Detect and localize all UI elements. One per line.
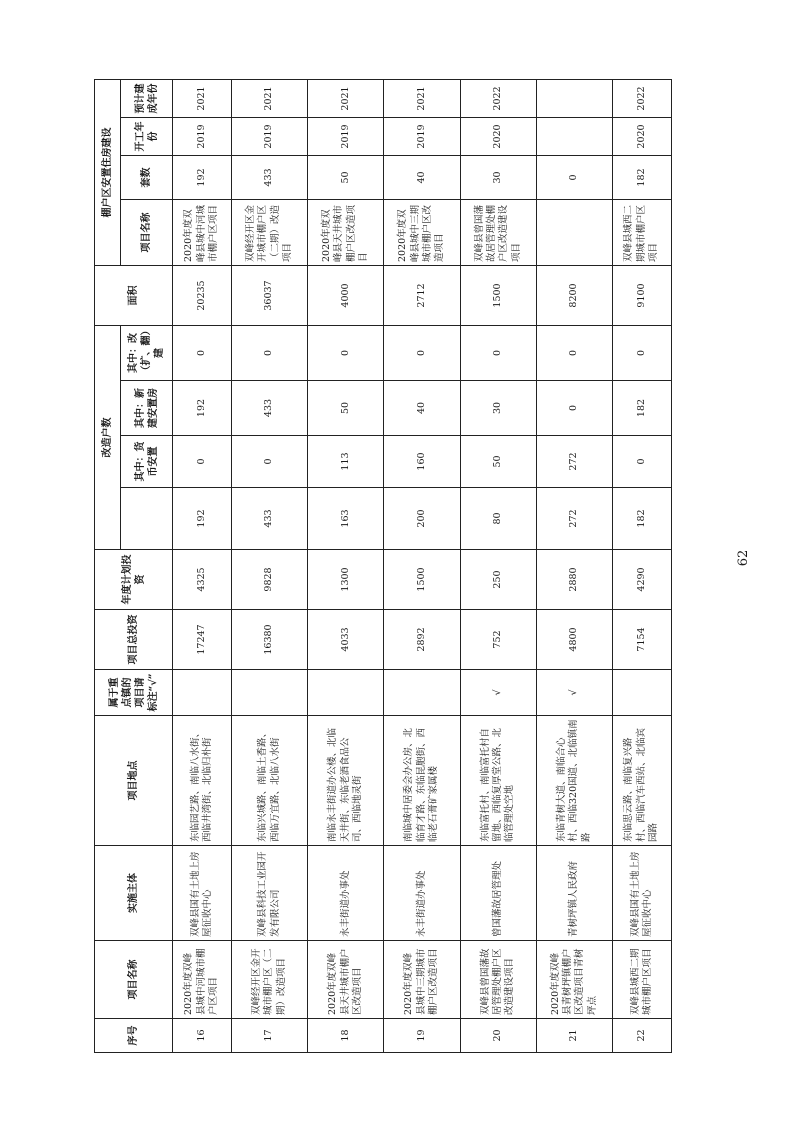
cell-start: 2019 bbox=[231, 118, 307, 156]
cell-implementer: 双峰县国有土地上房屋征收中心 bbox=[173, 846, 232, 941]
cell-cash: 0 bbox=[231, 436, 307, 488]
cell-total-investment: 16380 bbox=[231, 610, 307, 670]
cell-new: 30 bbox=[460, 381, 536, 436]
cell-implementer: 永丰街道办事处 bbox=[308, 846, 384, 941]
cell-annual-investment: 4325 bbox=[173, 550, 232, 610]
cell-cash: 160 bbox=[384, 436, 460, 488]
cell-households: 182 bbox=[613, 488, 672, 550]
header-key-town: 属于重点镇的项目请标注“√” bbox=[95, 670, 173, 716]
cell-seq: 20 bbox=[460, 1019, 536, 1053]
cell-units: 182 bbox=[613, 156, 672, 200]
cell-units: 0 bbox=[536, 156, 612, 200]
cell-households: 163 bbox=[308, 488, 384, 550]
table-row bbox=[536, 80, 612, 1053]
cell-location: 南临城中居委会办公房、北临育才路、东临昆胞街、西临老石膏矿家属楼 bbox=[384, 716, 460, 846]
cell-location: 东临园艺路、南临八水街、西临井湾街、北临归朴街 bbox=[173, 716, 232, 846]
cell-total-investment: 7154 bbox=[613, 610, 672, 670]
rotated-table-container bbox=[94, 80, 672, 1053]
table-row bbox=[460, 80, 536, 1053]
cell-complete: 2022 bbox=[460, 80, 536, 118]
cell-complete: 2021 bbox=[173, 80, 232, 118]
cell-start: 2020 bbox=[460, 118, 536, 156]
cell-start bbox=[536, 118, 612, 156]
cell-res-name: 双峰县城西二期城市棚户区项目 bbox=[613, 200, 672, 266]
header-implementer: 实施主体 bbox=[95, 846, 173, 941]
cell-households: 200 bbox=[384, 488, 460, 550]
cell-new: 50 bbox=[308, 381, 384, 436]
header-res-project-name: 项目名称 bbox=[121, 200, 173, 266]
cell-location: 南临永丰街道办公楼、北临天井街、东临老酒食品公司、西临地灵街 bbox=[308, 716, 384, 846]
cell-households: 80 bbox=[460, 488, 536, 550]
cell-location: 东临思云路、南临复兴路村、西临汽车西站、北临宾园路 bbox=[613, 716, 672, 846]
cell-annual-investment: 250 bbox=[460, 550, 536, 610]
cell-seq: 17 bbox=[231, 1019, 307, 1053]
cell-rebuild: 0 bbox=[613, 326, 672, 381]
cell-new: 433 bbox=[231, 381, 307, 436]
table-row bbox=[173, 80, 232, 1053]
cell-project-name: 双峰县曾国藩故居管理处棚户区改造建设项目 bbox=[460, 941, 536, 1019]
cell-new: 0 bbox=[536, 381, 612, 436]
cell-start: 2019 bbox=[384, 118, 460, 156]
header-resettlement-group: 棚户区安置住房建设 bbox=[95, 80, 121, 266]
cell-annual-investment: 9828 bbox=[231, 550, 307, 610]
cell-total-investment: 752 bbox=[460, 610, 536, 670]
header-project-name: 项目名称 bbox=[95, 941, 173, 1019]
cell-rebuild: 0 bbox=[308, 326, 384, 381]
page-number: 62 bbox=[736, 549, 751, 567]
cell-cash: 272 bbox=[536, 436, 612, 488]
header-cash-resettlement: 其中：货币安置 bbox=[121, 436, 173, 488]
cell-area: 20235 bbox=[173, 266, 232, 326]
cell-households: 192 bbox=[173, 488, 232, 550]
cell-key-town bbox=[173, 670, 232, 716]
cell-res-name: 2020年度双峰县城中河城市棚户区项目 bbox=[173, 200, 232, 266]
cell-project-name: 2020年度双峰县天井城市棚户区改造项目 bbox=[308, 941, 384, 1019]
cell-seq: 18 bbox=[308, 1019, 384, 1053]
header-rebuild: 其中：改（扩、翻）建 bbox=[121, 326, 173, 381]
cell-key-town bbox=[308, 670, 384, 716]
cell-implementer: 曾国藩故居管理处 bbox=[460, 846, 536, 941]
header-new-housing: 其中：新建安置房 bbox=[121, 381, 173, 436]
cell-units: 50 bbox=[308, 156, 384, 200]
cell-annual-investment: 1500 bbox=[384, 550, 460, 610]
cell-seq: 16 bbox=[173, 1019, 232, 1053]
cell-seq: 19 bbox=[384, 1019, 460, 1053]
cell-cash: 50 bbox=[460, 436, 536, 488]
cell-total-investment: 4033 bbox=[308, 610, 384, 670]
header-annual-investment: 年度计划投资 bbox=[95, 550, 173, 610]
project-table bbox=[94, 79, 672, 1053]
cell-complete: 2021 bbox=[231, 80, 307, 118]
cell-area: 4000 bbox=[308, 266, 384, 326]
cell-project-name: 2020年度双峰县青树坪镇棚户区改造项目青树坪点 bbox=[536, 941, 612, 1019]
cell-seq: 21 bbox=[536, 1019, 612, 1053]
table-body bbox=[173, 80, 672, 1053]
cell-annual-investment: 2880 bbox=[536, 550, 612, 610]
header-seq: 序号 bbox=[95, 1019, 173, 1053]
table-row bbox=[231, 80, 307, 1053]
cell-households: 433 bbox=[231, 488, 307, 550]
cell-area: 36037 bbox=[231, 266, 307, 326]
header-area: 面积 bbox=[95, 266, 173, 326]
cell-project-name: 2020年度双峰县城中河城市棚户区项目 bbox=[173, 941, 232, 1019]
cell-location: 东临富托村、南临富托村自留地、西临复厚堂公路、北临管理处空地 bbox=[460, 716, 536, 846]
cell-new: 182 bbox=[613, 381, 672, 436]
cell-implementer: 双峰县科技工业园开发有限公司 bbox=[231, 846, 307, 941]
cell-area: 1500 bbox=[460, 266, 536, 326]
cell-complete: 2021 bbox=[384, 80, 460, 118]
cell-key-town: √ bbox=[536, 670, 612, 716]
cell-total-investment: 17247 bbox=[173, 610, 232, 670]
cell-key-town bbox=[231, 670, 307, 716]
cell-rebuild: 0 bbox=[384, 326, 460, 381]
header-households-total-blank bbox=[121, 488, 173, 550]
cell-units: 192 bbox=[173, 156, 232, 200]
cell-res-name bbox=[536, 200, 612, 266]
cell-rebuild: 0 bbox=[231, 326, 307, 381]
cell-project-name: 双峰县城西二期城市棚户区项目 bbox=[613, 941, 672, 1019]
cell-location: 东临青树大道、南临合心村、西临320国道、北临镇南路 bbox=[536, 716, 612, 846]
cell-implementer: 青树坪镇人民政府 bbox=[536, 846, 612, 941]
cell-new: 40 bbox=[384, 381, 460, 436]
cell-new: 192 bbox=[173, 381, 232, 436]
header-location: 项目地点 bbox=[95, 716, 173, 846]
cell-cash: 0 bbox=[173, 436, 232, 488]
cell-units: 433 bbox=[231, 156, 307, 200]
cell-implementer: 永丰街道办事处 bbox=[384, 846, 460, 941]
header-units: 套数 bbox=[121, 156, 173, 200]
cell-annual-investment: 1300 bbox=[308, 550, 384, 610]
cell-cash: 0 bbox=[613, 436, 672, 488]
cell-project-name: 2020年度双峰县城中三期城市棚户区改造项目 bbox=[384, 941, 460, 1019]
cell-seq: 22 bbox=[613, 1019, 672, 1053]
cell-project-name: 双峰经开区金开城市棚户区（二期）改造项目 bbox=[231, 941, 307, 1019]
cell-area: 8200 bbox=[536, 266, 612, 326]
cell-start: 2019 bbox=[308, 118, 384, 156]
cell-total-investment: 2892 bbox=[384, 610, 460, 670]
cell-location: 东临兴城路、南临土香路、西临万宜路、北临八水街 bbox=[231, 716, 307, 846]
cell-key-town bbox=[384, 670, 460, 716]
cell-implementer: 双峰县国有土地上房屋征收中心 bbox=[613, 846, 672, 941]
cell-area: 9100 bbox=[613, 266, 672, 326]
table-row bbox=[308, 80, 384, 1053]
cell-complete: 2021 bbox=[308, 80, 384, 118]
cell-annual-investment: 4290 bbox=[613, 550, 672, 610]
rotated-table bbox=[94, 80, 672, 1053]
cell-res-name: 2020年度双峰县天井城市棚户区改造项目 bbox=[308, 200, 384, 266]
cell-res-name: 2020年度双峰县城中三期城市棚户区改造项目 bbox=[384, 200, 460, 266]
table-row bbox=[613, 80, 672, 1053]
cell-area: 2712 bbox=[384, 266, 460, 326]
cell-res-name: 双峰经开区金开城市棚户区（二期）改造项目 bbox=[231, 200, 307, 266]
cell-units: 40 bbox=[384, 156, 460, 200]
cell-rebuild: 0 bbox=[536, 326, 612, 381]
cell-res-name: 双峰县曾国藩故居管理处棚户区改造建设项目 bbox=[460, 200, 536, 266]
cell-complete bbox=[536, 80, 612, 118]
header-completion-year: 预计建成年份 bbox=[121, 80, 173, 118]
cell-start: 2020 bbox=[613, 118, 672, 156]
cell-total-investment: 4800 bbox=[536, 610, 612, 670]
cell-cash: 113 bbox=[308, 436, 384, 488]
header-total-investment: 项目总投资 bbox=[95, 610, 173, 670]
cell-key-town: √ bbox=[460, 670, 536, 716]
cell-rebuild: 0 bbox=[173, 326, 232, 381]
cell-key-town bbox=[613, 670, 672, 716]
cell-households: 272 bbox=[536, 488, 612, 550]
cell-units: 30 bbox=[460, 156, 536, 200]
cell-complete: 2022 bbox=[613, 80, 672, 118]
table-row bbox=[384, 80, 460, 1053]
header-renovation-households: 改造户数 bbox=[95, 326, 121, 550]
header-start-year: 开工年份 bbox=[121, 118, 173, 156]
cell-start: 2019 bbox=[173, 118, 232, 156]
cell-rebuild: 0 bbox=[460, 326, 536, 381]
